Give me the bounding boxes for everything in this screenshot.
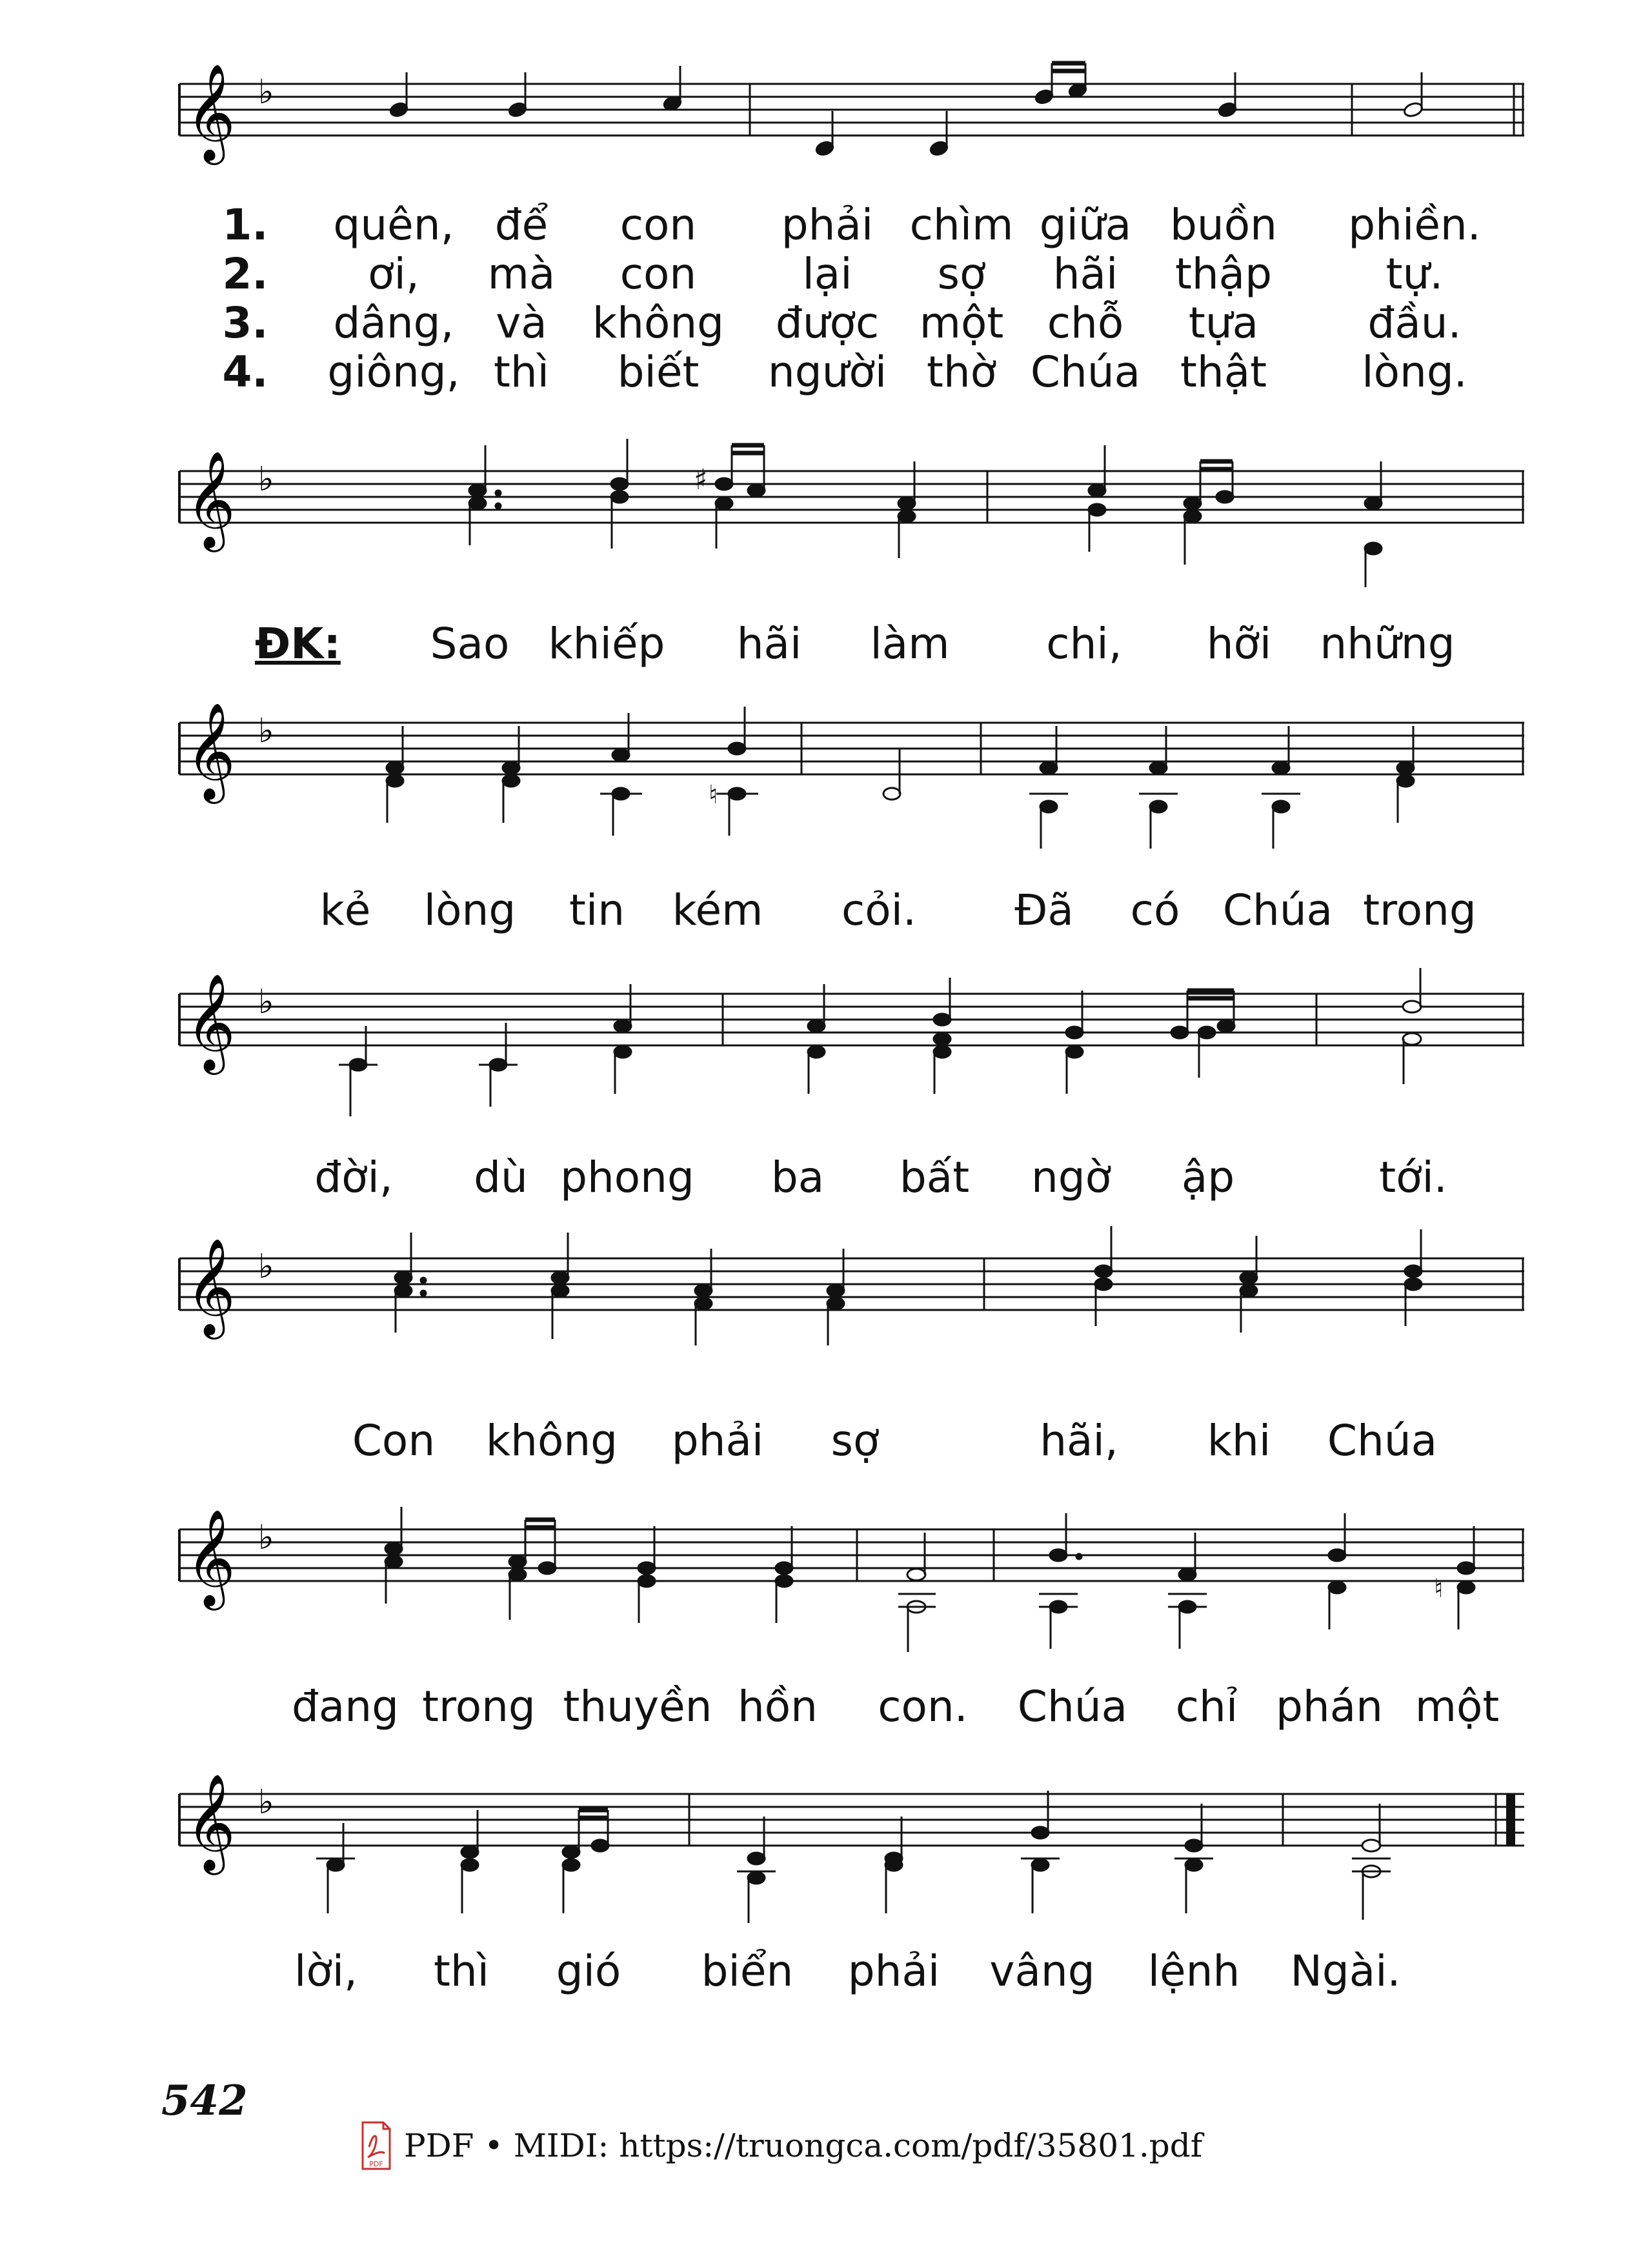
staff-2-notation [0,426,1652,594]
lyric-word: thập [1174,249,1273,299]
lyric-word: lòng [423,885,516,935]
flat-key-icon: ♭ [258,1783,274,1822]
lyric-word: quên, [333,200,454,250]
lyric-word: thật [1180,347,1267,397]
footer-text[interactable]: PDF • MIDI: https://truongca.com/pdf/35801.pdf [404,2127,1203,2164]
lyric-word: phải [781,200,874,250]
staff-system-3 [0,697,1652,878]
lyric-word: trong [1363,885,1476,935]
lyric-word: chỉ [1175,1682,1238,1731]
lyric-word: khi [1207,1416,1271,1465]
lyric-word: được [775,298,880,348]
page-number: 542 [161,2077,248,2125]
lyric-word: dù [474,1153,528,1202]
lyric-word: ập [1181,1153,1235,1202]
verse-number: 2. [222,249,268,299]
lyric-word: làm [870,619,950,669]
lyric-word: con. [878,1682,968,1731]
lyric-word: tựa [1188,298,1259,348]
flat-key-icon: ♭ [258,73,274,112]
lyric-word: trong [422,1682,536,1731]
staff-system-4 [0,968,1652,1149]
lyric-word: gió [556,1946,621,1996]
verse-number: 4. [222,347,268,397]
lyric-word: không [485,1416,618,1465]
lyric-word: hỡi [1206,619,1272,669]
lyric-word: dâng, [333,298,454,348]
lyric-word: giữa [1039,200,1132,250]
lyric-word: Chúa [1030,347,1141,397]
lyric-word: khiếp [548,619,665,669]
lyric-word: Đã [1014,885,1074,935]
lyric-word: cỏi. [841,885,916,935]
lyric-word: Sao [430,619,510,669]
lyric-word: tới. [1379,1153,1447,1202]
lyric-word: kém [672,885,763,935]
svg-text:♮: ♮ [709,780,718,810]
lyric-word: con [620,200,697,250]
treble-clef-icon: 𝄞 [186,1773,236,1871]
lyric-word: chìm [909,200,1014,250]
lyric-word: tự. [1385,249,1444,299]
lyric-word: không [592,298,725,348]
verse-number: 1. [222,200,268,250]
lyric-word: phải [671,1416,764,1465]
svg-text:♯: ♯ [694,463,708,496]
lyric-word: Con [352,1416,436,1465]
lyric-word: chi, [1046,619,1122,669]
staff-system-2 [0,426,1652,594]
staff-4-notation [0,968,1652,1149]
lyric-word: hãi [1053,249,1118,299]
chorus-label: ĐK: [255,619,341,669]
lyric-word: mà [487,249,556,299]
staff-system-6 [0,1484,1652,1665]
treble-clef-icon: 𝄞 [186,972,236,1071]
footer-link[interactable] [361,2117,1202,2175]
lyric-word: buồn [1170,200,1277,250]
lyric-word: chỗ [1047,298,1124,348]
lyric-word: đang [291,1682,399,1731]
lyric-word: thì [433,1946,490,1996]
staff-system-7 [0,1755,1652,1942]
svg-text:♮: ♮ [1434,1574,1444,1604]
lyric-word: lòng. [1362,347,1467,397]
lyric-word: lời, [294,1946,358,1996]
lyric-word: ơi, [368,249,419,299]
lyric-word: người [767,347,887,397]
lyric-word: phong [560,1153,694,1202]
lyric-word: phán [1276,1682,1383,1731]
lyric-word: ngờ [1031,1153,1112,1202]
treble-clef-icon: 𝄞 [186,450,236,548]
lyric-word: đầu. [1367,298,1462,348]
lyric-word: thì [493,347,550,397]
lyric-word: có [1130,885,1180,935]
svg-text:PDF: PDF [369,2160,383,2168]
lyric-word: ba [771,1153,825,1202]
lyric-word: bất [899,1153,970,1202]
lyric-word: lại [802,249,852,299]
staff-system-1 [0,58,1652,187]
flat-key-icon: ♭ [258,712,274,750]
lyric-word: phiền. [1348,200,1481,250]
staff-6-notation [0,1484,1652,1665]
lyric-word: Chúa [1017,1682,1128,1731]
verse-number: 3. [222,298,268,348]
lyric-word: sợ [831,1416,880,1465]
lyric-word: hãi, [1040,1416,1118,1465]
pdf-icon [361,2121,391,2170]
treble-clef-icon: 𝄞 [186,1237,236,1335]
lyric-word: hồn [737,1682,818,1731]
flat-key-icon: ♭ [258,1247,274,1286]
lyric-word: Chúa [1222,885,1333,935]
lyric-word: Ngài. [1290,1946,1401,1996]
treble-clef-icon: 𝄞 [186,1508,236,1606]
treble-clef-icon: 𝄞 [186,701,236,800]
lyric-word: thờ [926,347,997,397]
lyric-word: đời, [314,1153,393,1202]
lyric-word: để [494,200,549,250]
lyric-word: con [620,249,697,299]
staff-system-5 [0,1220,1652,1394]
lyric-word: phải [847,1946,940,1996]
lyric-word: kẻ [319,885,371,935]
lyric-word: giông, [327,347,460,397]
staff-3-notation [0,697,1652,878]
lyric-word: biển [701,1946,794,1996]
treble-clef-icon: 𝄞 [186,63,236,161]
staff-1-notation [0,58,1652,187]
staff-5-notation [0,1220,1652,1394]
lyric-word: và [496,298,547,348]
lyric-word: một [919,298,1004,348]
lyric-word: tin [569,885,625,935]
final-barline [1506,1794,1515,1846]
lyric-word: hãi [736,619,802,669]
lyric-word: sợ [937,249,986,299]
lyric-word: vâng [989,1946,1095,1996]
lyric-word: biết [617,347,700,397]
lyric-word: một [1415,1682,1500,1731]
flat-key-icon: ♭ [258,1518,274,1557]
staff-7-notation [0,1755,1652,1942]
flat-key-icon: ♭ [258,983,274,1022]
lyric-word: thuyền [563,1682,712,1731]
flat-key-icon: ♭ [258,460,274,499]
lyric-word: lệnh [1147,1946,1240,1996]
lyric-word: những [1320,619,1455,669]
lyric-word: Chúa [1327,1416,1438,1465]
